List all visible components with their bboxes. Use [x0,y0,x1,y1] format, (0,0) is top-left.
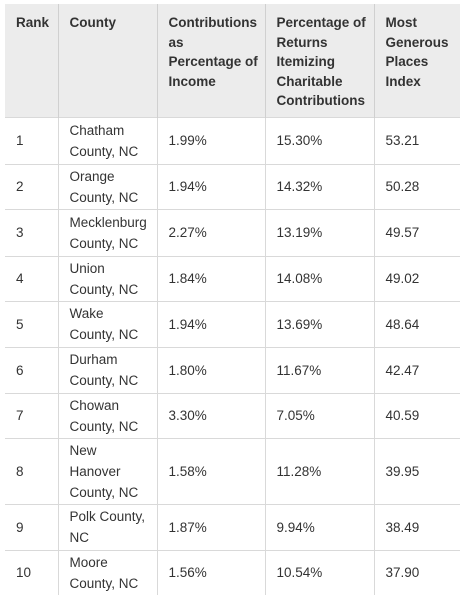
contributions-cell: 2.27% [157,209,265,256]
county-cell: New Hanover County, NC [58,438,157,504]
index-cell: 53.21 [374,117,460,164]
itemizing-cell: 10.54% [265,550,374,595]
header-returns-itemizing: Percentage of Returns Itemizing Charitable Contributions [265,4,374,117]
table-row [5,347,460,393]
header-generous-index: Most Generous Places Index [374,4,460,117]
contributions-cell: 1.99% [157,117,265,164]
rank-cell: 9 [5,504,58,550]
index-cell: 48.64 [374,301,460,347]
contributions-cell: 1.87% [157,504,265,550]
header-row [5,4,460,117]
itemizing-cell: 15.30% [265,117,374,164]
itemizing-cell: 11.67% [265,347,374,393]
header-rank: Rank [5,4,58,117]
header-county: County [58,4,157,117]
contributions-cell: 1.94% [157,301,265,347]
table-row [5,256,460,301]
contributions-cell: 1.94% [157,164,265,209]
table-body [5,117,460,595]
rank-cell: 2 [5,164,58,209]
itemizing-cell: 14.32% [265,164,374,209]
contributions-cell: 1.80% [157,347,265,393]
table-row [5,393,460,438]
rank-cell: 3 [5,209,58,256]
table-header [5,4,460,117]
rank-cell: 8 [5,438,58,504]
itemizing-cell: 9.94% [265,504,374,550]
county-cell: Wake County, NC [58,301,157,347]
county-cell: Union County, NC [58,256,157,301]
itemizing-cell: 14.08% [265,256,374,301]
county-cell: Polk County, NC [58,504,157,550]
contributions-cell: 3.30% [157,393,265,438]
table-row [5,438,460,504]
index-cell: 38.49 [374,504,460,550]
county-cell: Moore County, NC [58,550,157,595]
rank-cell: 5 [5,301,58,347]
contributions-cell: 1.56% [157,550,265,595]
county-cell: Durham County, NC [58,347,157,393]
index-cell: 49.57 [374,209,460,256]
itemizing-cell: 7.05% [265,393,374,438]
county-cell: Chowan County, NC [58,393,157,438]
index-cell: 40.59 [374,393,460,438]
rank-cell: 4 [5,256,58,301]
table-row [5,301,460,347]
table-row [5,209,460,256]
itemizing-cell: 11.28% [265,438,374,504]
header-contributions-percentage: Contributions as Percentage of Income [157,4,265,117]
county-cell: Chatham County, NC [58,117,157,164]
rank-cell: 6 [5,347,58,393]
rank-cell: 7 [5,393,58,438]
rank-cell: 10 [5,550,58,595]
table-row [5,117,460,164]
county-cell: Mecklenburg County, NC [58,209,157,256]
contributions-cell: 1.58% [157,438,265,504]
table-row [5,504,460,550]
table-row [5,550,460,595]
table-row [5,164,460,209]
index-cell: 39.95 [374,438,460,504]
index-cell: 49.02 [374,256,460,301]
index-cell: 37.90 [374,550,460,595]
index-cell: 42.47 [374,347,460,393]
index-cell: 50.28 [374,164,460,209]
generous-places-table [5,4,460,595]
itemizing-cell: 13.19% [265,209,374,256]
rank-cell: 1 [5,117,58,164]
itemizing-cell: 13.69% [265,301,374,347]
contributions-cell: 1.84% [157,256,265,301]
county-cell: Orange County, NC [58,164,157,209]
